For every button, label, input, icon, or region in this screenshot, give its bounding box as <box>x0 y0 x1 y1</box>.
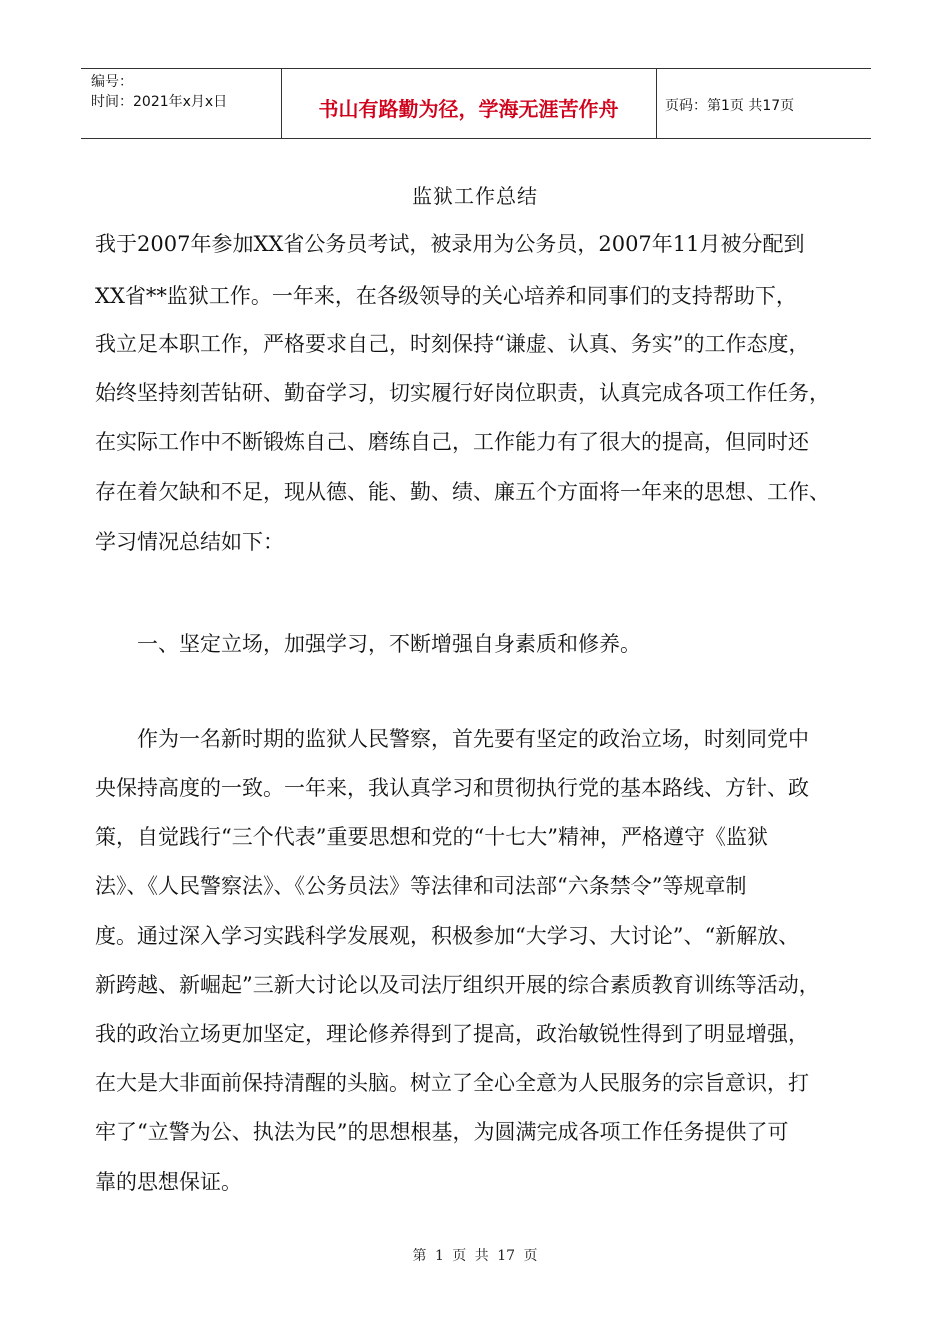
intro-line: 始终坚持刻苦钻研、勤奋学习，切实履行好岗位职责，认真完成各项工作任务， <box>95 381 830 405</box>
header-page-info: 页码：第1页 共17页 <box>665 98 795 114</box>
paragraph-line: 我的政治立场更加坚定，理论修养得到了提高，政治敏锐性得到了明显增强， <box>95 1022 809 1046</box>
paragraph-line: 新跨越、新崛起”三新大讨论以及司法厅组织开展的综合素质教育训练等活动， <box>95 973 820 997</box>
page-footer: 第 1 页 共 17 页 <box>412 1248 538 1264</box>
paragraph-line: 牢了“立警为公、执法为民”的思想根基，为圆满完成各项工作任务提供了可 <box>95 1120 789 1144</box>
serial-number-label: 编号： <box>91 74 133 90</box>
header-page-cell <box>656 69 871 138</box>
paragraph-line: 央保持高度的一致。一年来，我认真学习和贯彻执行党的基本路线、方针、政 <box>95 776 809 800</box>
paragraph-line: 度。通过深入学习实践科学发展观，积极参加“大学习、大讨论”、“新解放、 <box>95 924 800 948</box>
document-title: 监狱工作总结 <box>412 184 538 208</box>
intro-line: 存在着欠缺和不足，现从德、能、勤、绩、廉五个方面将一年来的思想、工作、 <box>95 480 830 504</box>
section-heading: 一、坚定立场，加强学习，不断增强自身素质和修养。 <box>137 632 641 656</box>
paragraph-line: 法》、《人民警察法》、《公务员法》等法律和司法部“六条禁令”等规章制 <box>95 874 747 898</box>
document-header <box>81 68 871 139</box>
paragraph-line: 靠的思想保证。 <box>95 1170 242 1194</box>
date-label: 时间：2021年x月x日 <box>91 94 228 110</box>
header-motto-cell <box>281 69 657 138</box>
paragraph-line: 在大是大非面前保持清醒的头脑。树立了全心全意为人民服务的宗旨意识，打 <box>95 1071 809 1095</box>
intro-line: 在实际工作中不断锻炼自己、磨练自己，工作能力有了很大的提高，但同时还 <box>95 430 809 454</box>
header-meta-cell <box>81 69 282 138</box>
paragraph-line: 作为一名新时期的监狱人民警察，首先要有坚定的政治立场，时刻同党中 <box>95 727 809 751</box>
intro-line: 学习情况总结如下： <box>95 530 284 554</box>
intro-line: 我于2007年参加XX省公务员考试，被录用为公务员，2007年11月被分配到 <box>95 232 805 256</box>
paragraph-line: 策，自觉践行“三个代表”重要思想和党的“十七大”精神，严格遵守《监狱 <box>95 825 768 849</box>
intro-line: 我立足本职工作，严格要求自己，时刻保持“谦虚、认真、务实”的工作态度， <box>95 332 810 356</box>
header-motto: 书山有路勤为径，学海无涯苦作舟 <box>318 97 619 121</box>
intro-line: XX省**监狱工作。一年来，在各级领导的关心培养和同事们的支持帮助下， <box>95 284 797 308</box>
